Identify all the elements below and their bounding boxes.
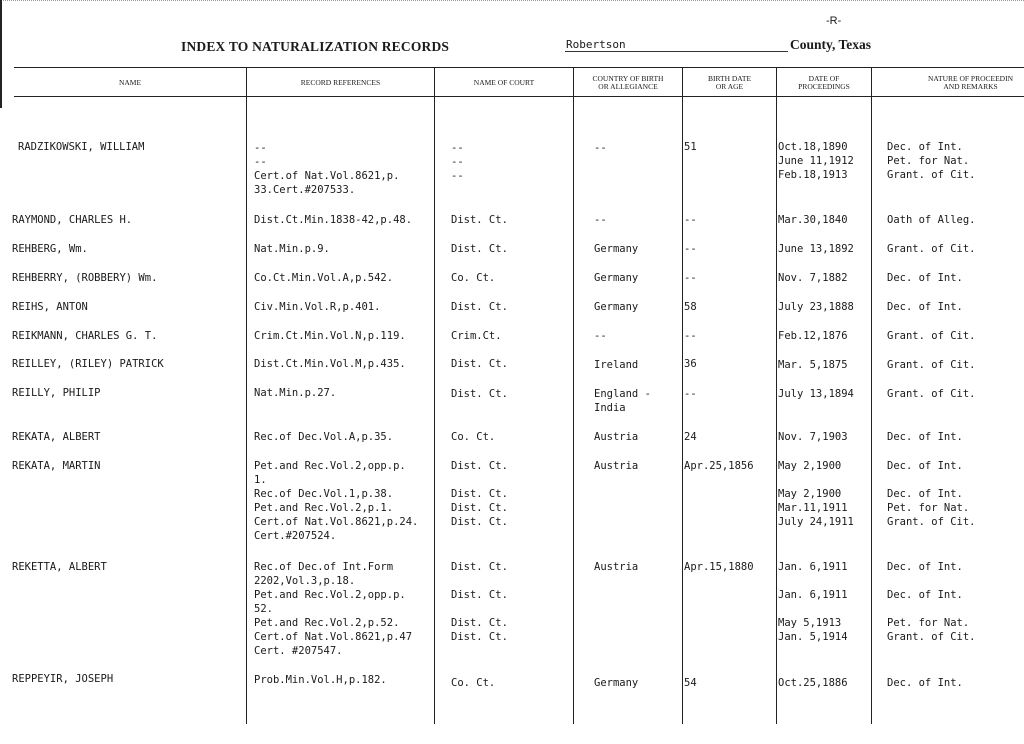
record-nature: Dec. of Int.	[887, 301, 963, 313]
record-court: Crim.Ct.	[451, 330, 502, 342]
record-birth: 58	[684, 301, 697, 313]
column-header-name: NAME	[118, 78, 142, 87]
record-name: REIHS, ANTON	[12, 301, 88, 313]
record-name: REKATA, ALBERT	[12, 431, 101, 443]
column-divider	[871, 67, 872, 724]
column-divider	[434, 67, 435, 724]
column-header-court: NAME OF COURT	[473, 78, 535, 87]
record-birth: --	[684, 243, 697, 255]
record-references: Nat.Min.p.9.	[254, 243, 330, 255]
record-country: --	[594, 330, 607, 342]
record-nature: Grant. of Cit.	[887, 359, 976, 371]
column-header-date: DATE OF PROCEEDINGS	[798, 74, 850, 91]
left-edge	[0, 0, 2, 108]
record-name: REHBERRY, (ROBBERY) Wm.	[12, 272, 158, 284]
record-country: Austria	[594, 431, 639, 443]
record-birth: 36	[684, 358, 697, 370]
record-references: Prob.Min.Vol.H,p.182.	[254, 674, 387, 686]
record-date: Nov. 7,1903	[778, 431, 848, 443]
record-date: May 2,1900 May 2,1900 Mar.11,1911 July 24,1911	[778, 460, 854, 528]
page-title: INDEX TO NATURALIZATION RECORDS	[181, 39, 450, 54]
record-name: REKETTA, ALBERT	[12, 561, 107, 573]
record-country: Austria	[594, 561, 639, 573]
record-nature: Grant. of Cit.	[887, 243, 976, 255]
record-name: REILLEY, (RILEY) PATRICK	[12, 358, 164, 370]
record-name: RAYMOND, CHARLES H.	[12, 214, 133, 226]
record-nature: Dec. of Int.	[887, 431, 963, 443]
record-court: Dist. Ct.	[451, 301, 508, 313]
record-name: REKATA, MARTIN	[12, 460, 101, 472]
record-birth: 51	[684, 141, 697, 153]
record-date: Mar. 5,1875	[778, 359, 848, 371]
record-court: Dist. Ct. Dist. Ct. Dist. Ct. Dist. Ct.	[451, 561, 508, 643]
county-underline	[565, 51, 788, 52]
record-nature: Dec. of Int. Pet. for Nat. Grant. of Cit.	[887, 141, 976, 181]
column-header-nature: NATURE OF PROCEEDIN AND REMARKS	[928, 74, 1014, 91]
record-court: Dist. Ct.	[451, 388, 508, 400]
column-header-country: COUNTRY OF BIRTH OR ALLEGIANCE	[592, 74, 664, 91]
record-nature: Oath of Alleg.	[887, 214, 976, 226]
record-references: Nat.Min.p.27.	[254, 387, 337, 399]
record-references: Pet.and Rec.Vol.2,opp.p. 1. Rec.of Dec.Vol.1,p.38. Pet.and Rec.Vol.2,p.1. Cert.of Nat.Vol.8621,p.24. Cert.#207524.	[254, 460, 419, 542]
record-court: Dist. Ct.	[451, 243, 508, 255]
record-nature: Dec. of Int.	[887, 272, 963, 284]
record-birth: Apr.25,1856	[684, 460, 754, 472]
header-top-rule	[14, 67, 1024, 68]
record-date: Nov. 7,1882	[778, 272, 848, 284]
record-references: Rec.of Dec.Vol.A,p.35.	[254, 431, 394, 443]
record-court: Dist. Ct. Dist. Ct. Dist. Ct. Dist. Ct.	[451, 460, 508, 528]
top-edge	[0, 0, 1024, 4]
record-date: Oct.18,1890 June 11,1912 Feb.18,1913	[778, 141, 854, 181]
record-references: Crim.Ct.Min.Vol.N,p.119.	[254, 330, 406, 342]
record-name: REHBERG, Wm.	[12, 243, 88, 255]
record-date: Mar.30,1840	[778, 214, 848, 226]
record-country: --	[594, 214, 607, 226]
record-name: RADZIKOWSKI, WILLIAM	[18, 141, 145, 153]
record-name: REPPEYIR, JOSEPH	[12, 673, 114, 685]
record-court: Co. Ct.	[451, 431, 496, 443]
record-references: Rec.of Dec.of Int.Form 2202,Vol.3,p.18. Pet.and Rec.Vol.2,opp.p. 52. Pet.and Rec.Vol.2,p.52. Cert.of Nat.Vol.8621,p.47 Cert. #207547.	[254, 561, 413, 657]
record-date: July 13,1894	[778, 388, 854, 400]
record-birth: --	[684, 272, 697, 284]
record-date: Jan. 6,1911 Jan. 6,1911 May 5,1913 Jan. 5,1914	[778, 561, 848, 643]
record-references: Dist.Ct.Min.1838-42,p.48.	[254, 214, 413, 226]
record-birth: --	[684, 214, 697, 226]
column-header-birth: BIRTH DATE OR AGE	[707, 74, 752, 91]
record-references: Co.Ct.Min.Vol.A,p.542.	[254, 272, 394, 284]
column-divider	[573, 67, 574, 724]
index-letter: -R-	[826, 15, 842, 27]
column-divider	[682, 67, 683, 724]
record-references: Dist.Ct.Min.Vol.M,p.435.	[254, 358, 406, 370]
header-bottom-rule	[14, 96, 1024, 97]
record-name: REIKMANN, CHARLES G. T.	[12, 330, 158, 342]
record-birth: Apr.15,1880	[684, 561, 754, 573]
record-name: REILLY, PHILIP	[12, 387, 101, 399]
record-references: Civ.Min.Vol.R,p.401.	[254, 301, 381, 313]
record-birth: --	[684, 388, 697, 400]
record-country: Germany	[594, 243, 639, 255]
record-date: Feb.12,1876	[778, 330, 848, 342]
record-nature: Dec. of Int. Dec. of Int. Pet. for Nat. Grant. of Cit.	[887, 460, 976, 528]
record-court: -- -- --	[451, 142, 464, 182]
record-birth: --	[684, 330, 697, 342]
column-divider	[246, 67, 247, 724]
record-court: Dist. Ct.	[451, 358, 508, 370]
record-country: Austria	[594, 460, 639, 472]
record-nature: Dec. of Int.	[887, 677, 963, 689]
record-country: Germany	[594, 272, 639, 284]
record-court: Dist. Ct.	[451, 214, 508, 226]
record-court: Co. Ct.	[451, 677, 496, 689]
record-date: July 23,1888	[778, 301, 854, 313]
record-nature: Dec. of Int. Dec. of Int. Pet. for Nat. Grant. of Cit.	[887, 561, 976, 643]
record-date: Oct.25,1886	[778, 677, 848, 689]
county-label: County, Texas	[790, 37, 872, 52]
record-country: England - India	[594, 388, 651, 414]
column-divider	[776, 67, 777, 724]
column-header-record: RECORD REFERENCES	[300, 78, 381, 87]
record-country: Ireland	[594, 359, 639, 371]
county-name: Robertson	[566, 38, 626, 51]
record-nature: Grant. of Cit.	[887, 388, 976, 400]
record-references: -- -- Cert.of Nat.Vol.8621,p. 33.Cert.#207533.	[254, 142, 400, 196]
record-country: Germany	[594, 301, 639, 313]
record-nature: Grant. of Cit.	[887, 330, 976, 342]
record-court: Co. Ct.	[451, 272, 496, 284]
record-birth: 24	[684, 431, 697, 443]
record-birth: 54	[684, 677, 697, 689]
record-country: --	[594, 142, 607, 154]
record-country: Germany	[594, 677, 639, 689]
record-date: June 13,1892	[778, 243, 854, 255]
